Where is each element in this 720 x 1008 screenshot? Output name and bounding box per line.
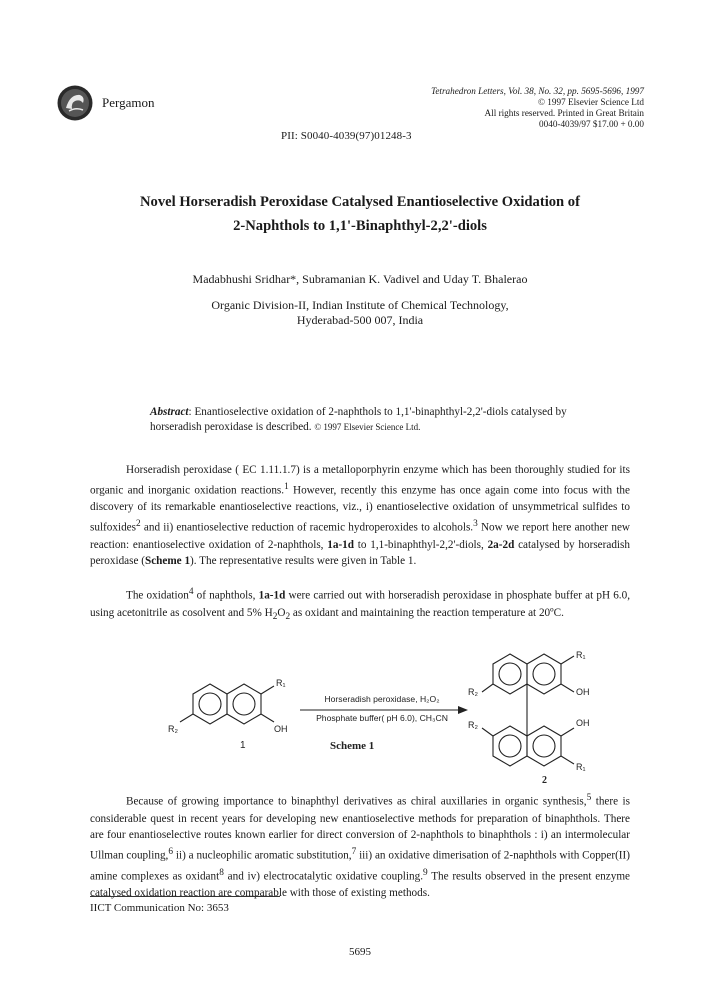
text-run: The results observed in the present enzyme catalysed oxidation reaction are comparable with those of existing methods.	[90, 870, 631, 900]
authors: Madabhushi Sridhar*, Subramanian K. Vadivel and Uday T. Bhalerao	[192, 272, 528, 286]
ref-4: 4	[188, 587, 194, 597]
ref-1: 1	[284, 481, 289, 492]
title-line-1: Novel Horseradish Peroxidase Catalysed Enantioselective Oxidation of	[140, 194, 580, 210]
affiliation	[60, 298, 660, 328]
abstract-label: Abstract	[150, 406, 189, 418]
compound-1-label: 1	[240, 740, 246, 751]
text-run: as oxidant and maintaining the reaction temperature at 20ºC.	[290, 606, 564, 619]
abstract	[150, 405, 570, 434]
abstract-text: : Enantioselective oxidation of 2-naphthols to 1,1'-binaphthyl-2,2'-diols catalysed by horseradish peroxidase is described.	[150, 406, 567, 433]
paragraph-1	[90, 462, 630, 570]
publisher-name: Pergamon	[102, 95, 155, 110]
paper-title	[60, 190, 660, 238]
binaphthol-structure	[482, 654, 574, 766]
text-run: ). The representative results were given in Table 1.	[190, 555, 417, 568]
ref-9: 9	[423, 867, 428, 878]
copyright-line: © 1997 Elsevier Science Ltd	[538, 97, 644, 107]
reagent-top: Horseradish peroxidase, H₂O₂	[324, 694, 440, 704]
ref-8: 8	[219, 867, 224, 878]
text-run: and ii) enantioselective reduction of racemic hydroperoxides to alcohols.	[140, 521, 474, 534]
text-run: The oxidation	[126, 589, 189, 602]
title-line-2: 2-Naphthols to 1,1'-Binaphthyl-2,2'-diols	[233, 218, 487, 234]
compound-ref: 1a-1d	[258, 589, 286, 602]
compound-ref: 2a-2d	[487, 538, 515, 551]
price-line: 0040-4039/97 $17.00 + 0.00	[539, 119, 644, 129]
publisher-block	[56, 84, 276, 124]
text-run: and iv) electrocatalytic oxidative coupling.	[223, 870, 424, 883]
affiliation-line-1: Organic Division-II, Indian Institute of Chemical Technology,	[211, 298, 509, 312]
naphthol-structure	[180, 684, 274, 724]
ref-6: 6	[168, 847, 174, 858]
text-run: However, recently this enzyme has once again come into focus with the discovery of its remarkable enantioselective reactions, viz., i) enantioselective oxidation of unsymmetrical sulfides to sulfoxides	[90, 484, 630, 534]
ref-7: 7	[351, 847, 357, 858]
text-run: O	[277, 606, 286, 619]
scheme-1-diagram	[90, 646, 630, 786]
pii: PII: S0040-4039(97)01248-3	[281, 130, 412, 142]
arrowhead-icon	[458, 706, 468, 714]
r1-label-2b: R₁	[576, 762, 586, 772]
affiliation-line-2: Hyderabad-500 007, India	[296, 313, 424, 327]
journal-info	[344, 86, 644, 130]
ref-2: 2	[136, 519, 141, 530]
compound-2-label: 2	[542, 775, 547, 786]
r1-label-2a: R₁	[576, 650, 586, 660]
scheme-label: Scheme 1	[330, 740, 375, 752]
text-run: catalysed by horseradish peroxidase (	[90, 538, 630, 568]
page-number: 5695	[349, 946, 371, 958]
text-run: of naphthols,	[193, 589, 259, 602]
oh-label-2a: OH	[576, 687, 590, 697]
text-run: iii) an oxidative dimerisation of 2-naphthols with Copper(II) amine complexes as oxidant	[90, 849, 630, 883]
text-run: Horseradish peroxidase ( EC 1.11.1.7) is a metalloporphyrin enzyme which has been thoroughly studied for its organic and inorganic oxidation reactions.	[90, 464, 630, 497]
text-run: there is considerable quest in recent years for developing new enantioselective methods for preparation of binaphthols. There are four enantioselective routes known earlier for direct conversion of 2-naphthols to binaphthols : i) an intermolecular Ullman coupling,	[90, 795, 630, 862]
footnote: IICT Communication No: 3653	[90, 902, 229, 914]
text-run: ii) a nucleophilic aromatic substitution,	[173, 849, 352, 862]
ref-3: 3	[473, 519, 478, 530]
text-run: were carried out with horseradish peroxidase in phosphate buffer at pH 6.0, using acetonitrile as cosolvent and 5% H	[90, 589, 630, 619]
oh-label-1: OH	[274, 724, 288, 734]
compound-ref: 1a-1d	[327, 538, 354, 551]
r2-label-1: R₂	[168, 724, 178, 734]
rights-line: All rights reserved. Printed in Great Britain	[484, 108, 644, 118]
text-run: Now we report here another new reaction: enantioselective oxidation of 2-naphthols,	[90, 521, 630, 551]
subscript: 2	[272, 611, 278, 622]
r2-label-2b: R₂	[468, 720, 478, 730]
abstract-copyright: © 1997 Elsevier Science Ltd.	[314, 421, 421, 432]
journal-citation: Tetrahedron Letters, Vol. 38, No. 32, pp. 5695-5696, 1997	[431, 86, 644, 96]
reagent-bottom: Phosphate buffer( pH 6.0), CH₃CN	[316, 713, 448, 723]
paragraph-3	[90, 790, 630, 902]
paragraph-2	[90, 584, 630, 626]
text-run: to 1,1-binaphthyl-2,2'-diols,	[353, 538, 488, 551]
ref-5: 5	[586, 793, 592, 803]
r2-label-2a: R₂	[468, 687, 478, 697]
subscript: 2	[285, 611, 291, 622]
pergamon-logo-icon	[56, 84, 94, 122]
text-run: Because of growing importance to binaphthyl derivatives as chiral auxillaries in organic synthesis,	[126, 795, 587, 808]
oh-label-2b: OH	[576, 718, 590, 728]
footnote-divider	[90, 896, 280, 897]
r1-label-1: R₁	[276, 678, 286, 688]
scheme-ref: Scheme 1	[144, 555, 191, 568]
